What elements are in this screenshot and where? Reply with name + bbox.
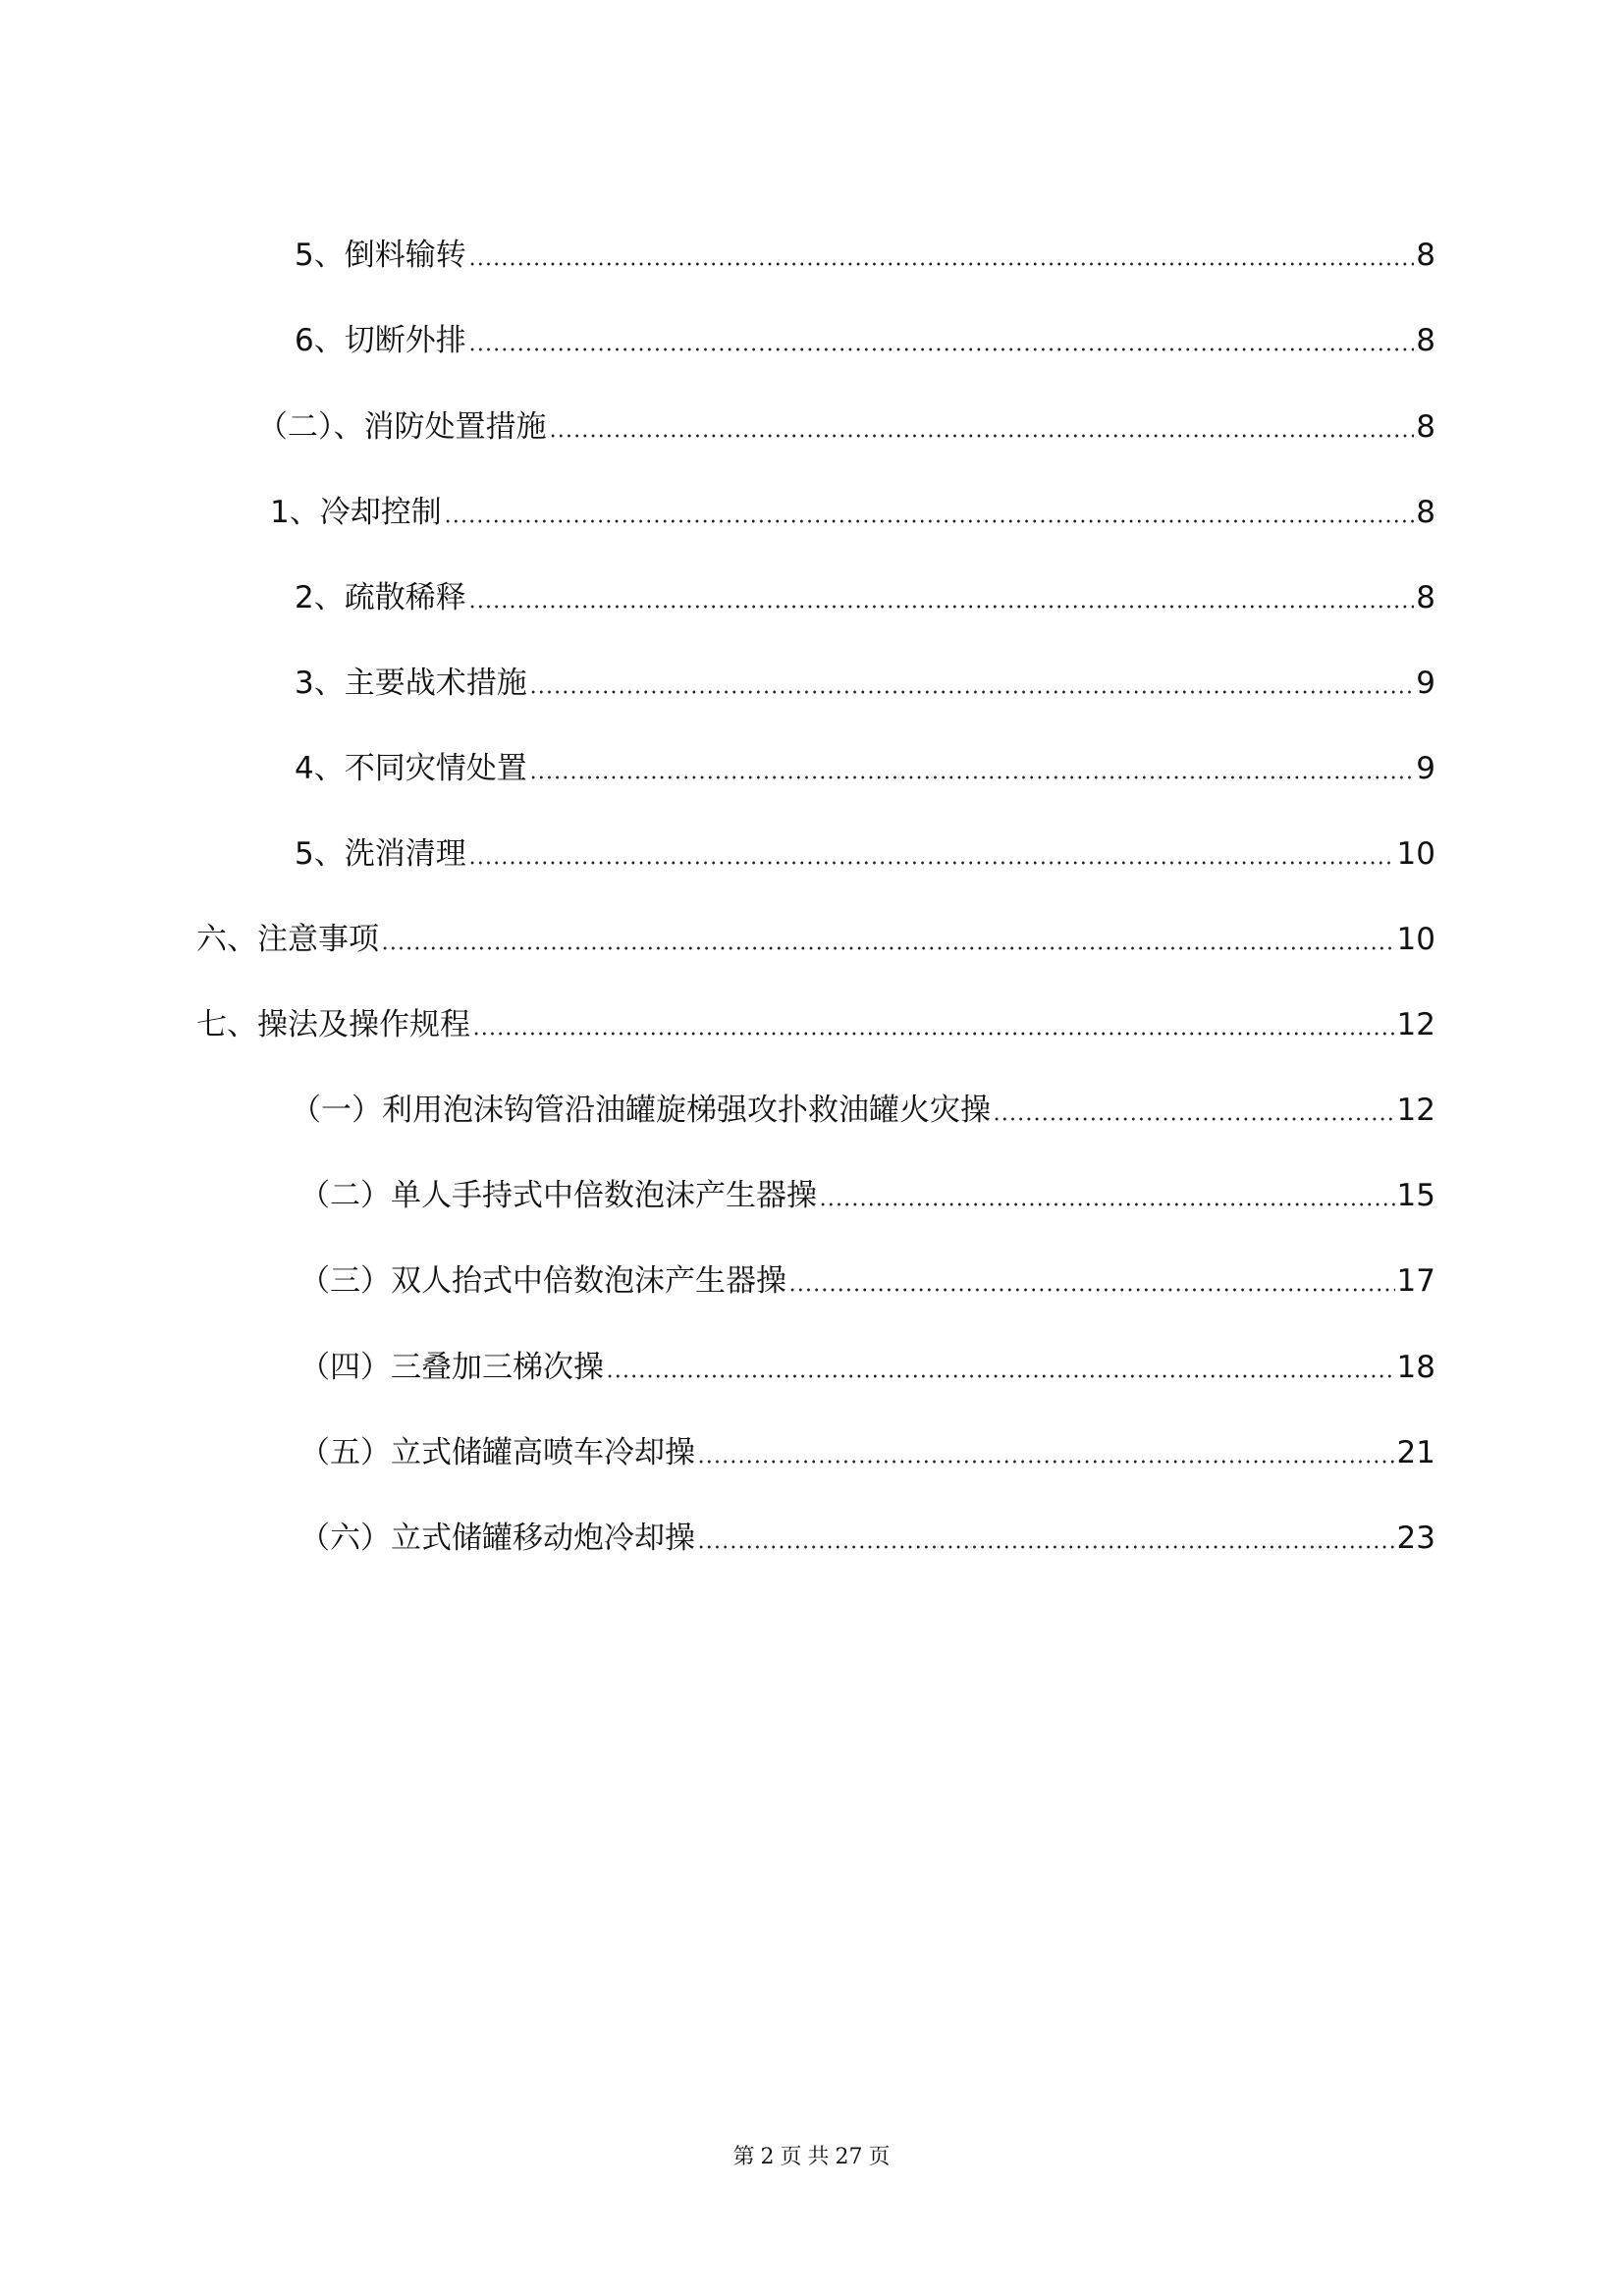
dot-leader	[381, 946, 1395, 950]
dot-leader	[549, 434, 1415, 438]
dot-leader	[788, 1288, 1395, 1292]
toc-entry-page: 12	[1396, 1093, 1435, 1128]
dot-leader	[993, 1117, 1395, 1121]
toc-entry-page: 8	[1416, 238, 1435, 273]
toc-entry[interactable]	[257, 405, 1435, 449]
toc-entry[interactable]	[299, 1346, 1435, 1389]
toc-entry-label: （三）双人抬式中倍数泡沫产生器操	[299, 1263, 786, 1299]
page-footer	[0, 2140, 1623, 2170]
toc-entry-page: 8	[1416, 580, 1435, 615]
footer-suffix: 页	[868, 2145, 891, 2169]
toc-entry-page: 9	[1416, 751, 1435, 786]
toc-entry[interactable]	[291, 1089, 1435, 1132]
toc-entry[interactable]	[295, 576, 1435, 619]
toc-entry[interactable]	[295, 319, 1435, 362]
toc-entry-label: （二）、消防处置措施	[257, 409, 547, 445]
toc-entry[interactable]	[295, 747, 1435, 790]
toc-entry-page: 9	[1416, 666, 1435, 701]
toc-entry[interactable]	[295, 234, 1435, 277]
toc-entry-label: 4、不同灾情处置	[295, 751, 527, 786]
toc-entry-label: 六、注意事项	[196, 922, 379, 957]
toc-entry-page: 15	[1396, 1178, 1435, 1213]
toc-entry-label: 6、切断外排	[295, 323, 466, 358]
footer-prefix: 第	[732, 2145, 755, 2169]
toc-entry-label: 2、疏散稀释	[295, 580, 466, 615]
toc-entry[interactable]	[295, 662, 1435, 705]
toc-entry[interactable]	[299, 1174, 1435, 1217]
toc-entry[interactable]	[196, 918, 1435, 961]
toc-entry[interactable]	[299, 1431, 1435, 1474]
toc-entry[interactable]	[196, 1003, 1435, 1046]
dot-leader	[468, 605, 1415, 609]
toc-entry-label: 七、操法及操作规程	[196, 1007, 470, 1042]
toc-entry-page: 8	[1416, 495, 1435, 530]
dot-leader	[697, 1545, 1395, 1549]
footer-text: 页	[780, 2145, 802, 2169]
toc-entry-page: 8	[1416, 323, 1435, 358]
dot-leader	[606, 1374, 1395, 1378]
dot-leader	[468, 861, 1395, 865]
toc-entry-page: 12	[1396, 1007, 1435, 1042]
toc-entry-page: 8	[1416, 409, 1435, 445]
dot-leader	[468, 347, 1415, 351]
footer-current-page: 2	[760, 2145, 775, 2169]
toc-entry-page: 18	[1396, 1350, 1435, 1385]
toc-entry-page: 23	[1396, 1521, 1435, 1556]
toc-entry-page: 10	[1396, 922, 1435, 957]
dot-leader	[819, 1202, 1395, 1206]
toc-entry[interactable]	[295, 832, 1435, 876]
toc-entry-label: 3、主要战术措施	[295, 666, 527, 701]
dot-leader	[468, 262, 1415, 266]
toc-entry-page: 21	[1396, 1435, 1435, 1470]
footer-total-pages: 27	[835, 2145, 863, 2169]
dot-leader	[529, 690, 1415, 694]
footer-text: 共	[807, 2145, 830, 2169]
dot-leader	[697, 1460, 1395, 1464]
toc-entry-page: 10	[1396, 836, 1435, 872]
toc-entry-label: （二）单人手持式中倍数泡沫产生器操	[299, 1178, 817, 1213]
toc-entry[interactable]	[270, 491, 1435, 534]
toc-entry[interactable]	[299, 1259, 1435, 1303]
toc-entry-label: （一）利用泡沫钩管沿油罐旋梯强攻扑救油罐火灾操	[291, 1093, 991, 1128]
toc-entry-label: （四）三叠加三梯次操	[299, 1350, 604, 1385]
toc-entry[interactable]	[299, 1517, 1435, 1560]
dot-leader	[529, 775, 1415, 779]
dot-leader	[444, 519, 1415, 523]
toc-entry-label: （五）立式储罐高喷车冷却操	[299, 1435, 695, 1470]
dot-leader	[472, 1032, 1395, 1036]
toc-entry-label: 1、冷却控制	[270, 495, 442, 530]
toc-entry-label: 5、倒料输转	[295, 238, 466, 273]
toc-entry-page: 17	[1396, 1263, 1435, 1299]
toc-entry-label: 5、洗消清理	[295, 836, 466, 872]
toc-entry-label: （六）立式储罐移动炮冷却操	[299, 1521, 695, 1556]
